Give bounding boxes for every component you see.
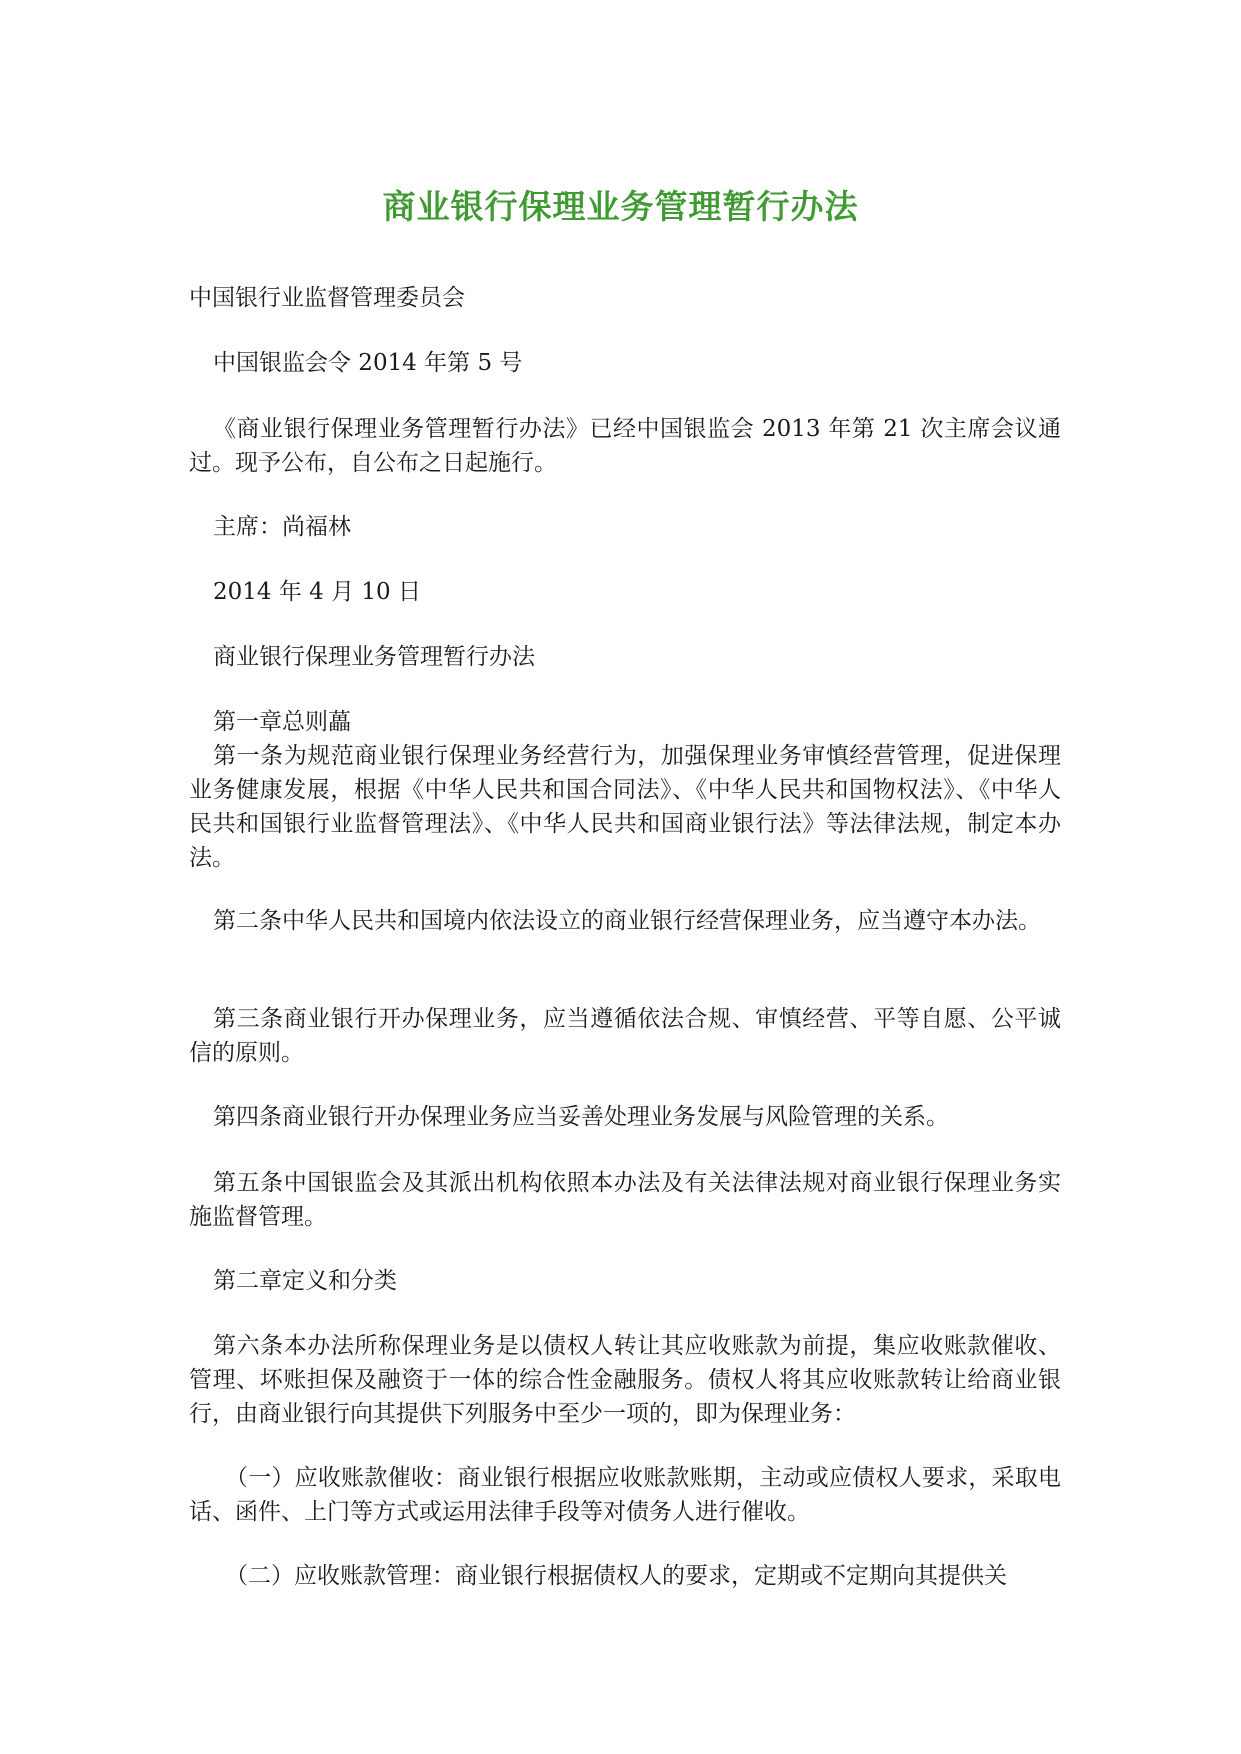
issuer: 中国银行业监督管理委员会 bbox=[189, 285, 465, 311]
order-number: 中国银监会令 2014 年第 5 号 bbox=[213, 350, 523, 376]
list-item-2: （二）应收账款管理：商业银行根据债权人的要求，定期或不定期向其提供关 bbox=[225, 1563, 1007, 1589]
article-3: 第三条商业银行开办保理业务，应当遵循依法合规、审慎经营、平等自愿、公平诚信的原则。 bbox=[189, 1006, 1061, 1066]
chairman-signature: 主席：尚福林 bbox=[213, 514, 351, 540]
chapter-heading-2: 第二章定义和分类 bbox=[213, 1268, 397, 1294]
list-item-1: （一）应收账款催收：商业银行根据应收账款账期，主动或应债权人要求，采取电话、函件、上门等方式或运用法律手段等对债务人进行催收。 bbox=[189, 1465, 1061, 1525]
document-subtitle: 商业银行保理业务管理暂行办法 bbox=[213, 644, 535, 670]
article-5: 第五条中国银监会及其派出机构依照本办法及有关法律法规对商业银行保理业务实施监督管理。 bbox=[189, 1170, 1061, 1230]
article-1: 第一条为规范商业银行保理业务经营行为，加强保理业务审慎经营管理，促进保理业务健康发展，根据《中华人民共和国合同法》、《中华人民共和国物权法》、《中华人民共和国银行业监督管理法》、《中华人民共和国商业银行法》等法律法规，制定本办法。 bbox=[189, 743, 1061, 871]
document-title: 商业银行保理业务管理暂行办法 bbox=[382, 187, 859, 227]
article-2: 第二条中华人民共和国境内依法设立的商业银行经营保理业务，应当遵守本办法。 bbox=[213, 908, 1041, 934]
issue-date: 2014 年 4 月 10 日 bbox=[213, 579, 421, 605]
article-6: 第六条本办法所称保理业务是以债权人转让其应收账款为前提，集应收账款催收、管理、坏账担保及融资于一体的综合性金融服务。债权人将其应收账款转让给商业银行，由商业银行向其提供下列服务中至少一项的，即为保理业务： bbox=[189, 1333, 1061, 1427]
article-4: 第四条商业银行开办保理业务应当妥善处理业务发展与风险管理的关系。 bbox=[213, 1104, 949, 1130]
intro-paragraph: 《商业银行保理业务管理暂行办法》已经中国银监会 2013 年第 21 次主席会议通过。现予公布，自公布之日起施行。 bbox=[189, 416, 1061, 476]
chapter-heading-1: 第一章总则藟 bbox=[213, 709, 351, 735]
